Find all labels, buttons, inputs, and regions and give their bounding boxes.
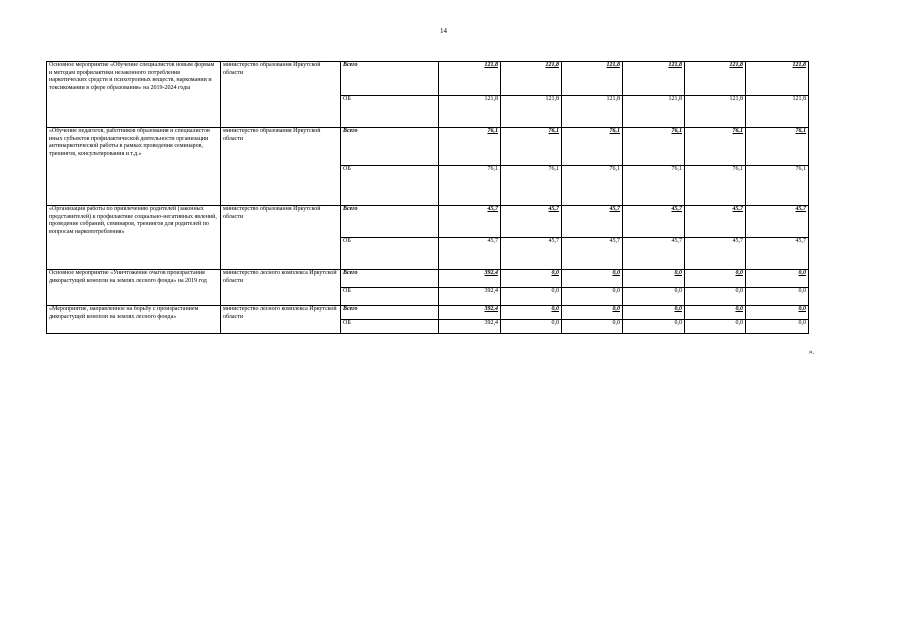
total-value-cell: 45,7: [439, 206, 501, 238]
table-row-total: [47, 62, 809, 96]
budget-table: [46, 61, 809, 334]
ob-value-cell: 76,1: [685, 166, 746, 206]
total-value-cell: 121,8: [439, 62, 501, 96]
total-value-cell: 45,7: [562, 206, 623, 238]
total-value-cell: 121,8: [501, 62, 562, 96]
measure-name: Основное мероприятие «Обучение специалистов новым формам и методам профилактики незаконного потребления наркотических средств и психотропных веществ, наркомании и токсикомании в сфере образования» на 2019-2024 годы: [47, 62, 221, 128]
total-value-cell: 121,8: [562, 62, 623, 96]
ob-value-cell: 45,7: [562, 238, 623, 270]
closing-quote-mark: ».: [809, 348, 815, 356]
funding-source-ob-label: ОБ: [341, 96, 439, 128]
ob-value-cell: 0,0: [623, 288, 685, 306]
ob-value-cell: 76,1: [623, 166, 685, 206]
funding-source-total-label: Всего: [341, 306, 439, 320]
executor-name: министерство образования Иркутской области: [221, 128, 341, 206]
total-value-cell: 0,0: [562, 306, 623, 320]
ob-value-cell: 45,7: [685, 238, 746, 270]
funding-source-total-label: Всего: [341, 62, 439, 96]
ob-value-cell: 0,0: [746, 320, 809, 334]
ob-value-cell: 0,0: [501, 288, 562, 306]
executor-name: министерство лесного комплекса Иркутской области: [221, 270, 341, 306]
ob-value-cell: 0,0: [501, 320, 562, 334]
ob-value-cell: 121,8: [562, 96, 623, 128]
total-value-cell: 76,1: [685, 128, 746, 166]
executor-name: министерство лесного комплекса Иркутской области: [221, 306, 341, 334]
funding-source-ob-label: ОБ: [341, 238, 439, 270]
table-row-total: [47, 206, 809, 238]
ob-value-cell: 121,8: [623, 96, 685, 128]
ob-value-cell: 121,8: [746, 96, 809, 128]
total-value-cell: 121,8: [623, 62, 685, 96]
total-value-cell: 0,0: [685, 270, 746, 288]
ob-value-cell: 0,0: [685, 320, 746, 334]
total-value-cell: 0,0: [623, 306, 685, 320]
measure-name: «Мероприятие, направленное на борьбу с произрастанием дикорастущей конопли на землях лесного фонда»: [47, 306, 221, 334]
total-value-cell: 45,7: [501, 206, 562, 238]
funding-source-ob-label: ОБ: [341, 320, 439, 334]
total-value-cell: 0,0: [685, 306, 746, 320]
ob-value-cell: 121,8: [685, 96, 746, 128]
total-value-cell: 0,0: [746, 306, 809, 320]
funding-source-ob-label: ОБ: [341, 288, 439, 306]
table-body: [47, 62, 809, 334]
ob-value-cell: 45,7: [439, 238, 501, 270]
ob-value-cell: 76,1: [562, 166, 623, 206]
funding-source-total-label: Всего: [341, 206, 439, 238]
total-value-cell: 0,0: [501, 270, 562, 288]
total-value-cell: 0,0: [562, 270, 623, 288]
ob-value-cell: 392,4: [439, 288, 501, 306]
total-value-cell: 76,1: [746, 128, 809, 166]
measure-name: «Обучение педагогов, работников образования и специалистов иных субъектов профилактической деятельности организации антинаркотической работы в рамках проведения семинаров, тренингов, консультирования и т.д.»: [47, 128, 221, 206]
total-value-cell: 121,8: [746, 62, 809, 96]
ob-value-cell: 0,0: [685, 288, 746, 306]
total-value-cell: 45,7: [746, 206, 809, 238]
total-value-cell: 0,0: [623, 270, 685, 288]
ob-value-cell: 76,1: [746, 166, 809, 206]
ob-value-cell: 45,7: [501, 238, 562, 270]
ob-value-cell: 0,0: [562, 288, 623, 306]
measure-name: «Организация работы по привлечению родителей (законных представителей) к профилактике социально-негативных явлений, проведение собраний, семинаров, тренингов для родителей по вопросам наркопотребления»: [47, 206, 221, 270]
total-value-cell: 45,7: [685, 206, 746, 238]
total-value-cell: 76,1: [501, 128, 562, 166]
total-value-cell: 45,7: [623, 206, 685, 238]
funding-source-total-label: Всего: [341, 128, 439, 166]
page-number: 14: [440, 27, 447, 35]
total-value-cell: 76,1: [562, 128, 623, 166]
funding-source-ob-label: ОБ: [341, 166, 439, 206]
total-value-cell: 0,0: [501, 306, 562, 320]
executor-name: министерство образования Иркутской области: [221, 206, 341, 270]
ob-value-cell: 121,8: [501, 96, 562, 128]
ob-value-cell: 45,7: [623, 238, 685, 270]
table-row-total: [47, 306, 809, 320]
ob-value-cell: 76,1: [439, 166, 501, 206]
total-value-cell: 76,1: [439, 128, 501, 166]
ob-value-cell: 0,0: [746, 288, 809, 306]
measure-name: Основное мероприятие «Уничтожение очагов произрастания дикорастущей конопли на землях лесного фонда» на 2019 год: [47, 270, 221, 306]
funding-source-total-label: Всего: [341, 270, 439, 288]
ob-value-cell: 121,8: [439, 96, 501, 128]
total-value-cell: 121,8: [685, 62, 746, 96]
total-value-cell: 392,4: [439, 270, 501, 288]
ob-value-cell: 45,7: [746, 238, 809, 270]
ob-value-cell: 76,1: [501, 166, 562, 206]
ob-value-cell: 0,0: [623, 320, 685, 334]
total-value-cell: 392,4: [439, 306, 501, 320]
executor-name: министерство образования Иркутской области: [221, 62, 341, 128]
ob-value-cell: 392,4: [439, 320, 501, 334]
table-row-total: [47, 128, 809, 166]
total-value-cell: 76,1: [623, 128, 685, 166]
ob-value-cell: 0,0: [562, 320, 623, 334]
total-value-cell: 0,0: [746, 270, 809, 288]
table-row-total: [47, 270, 809, 288]
